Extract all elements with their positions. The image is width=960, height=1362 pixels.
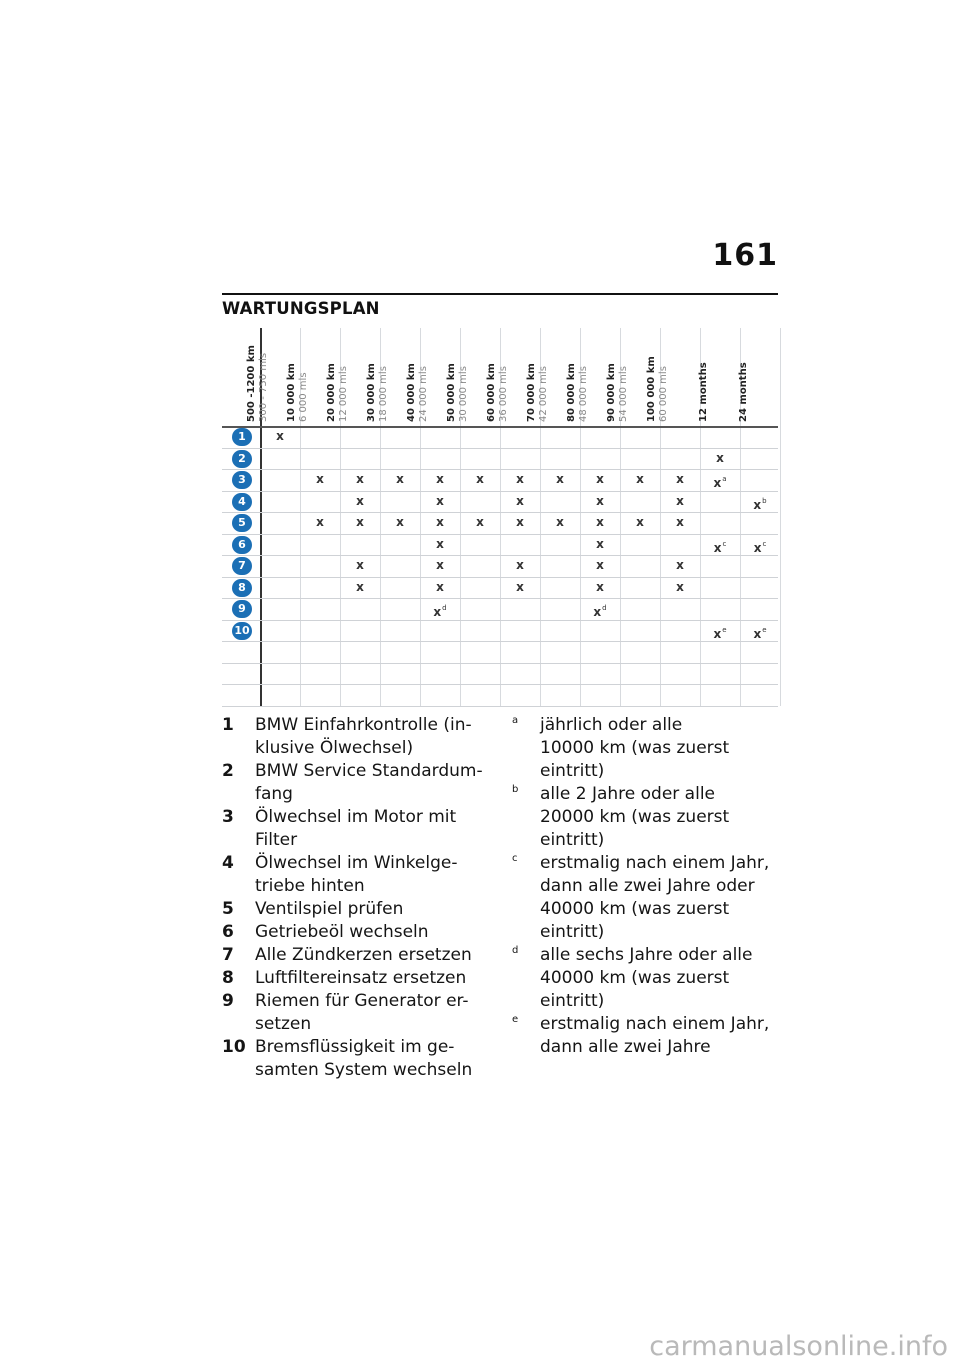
column-header-km: 24 months bbox=[738, 362, 749, 422]
schedule-mark: x bbox=[316, 515, 324, 529]
legend-number: 8 bbox=[222, 968, 234, 988]
schedule-mark-footnote: c bbox=[722, 539, 727, 548]
schedule-mark-footnote: a bbox=[722, 475, 727, 483]
schedule-mark-footnote: e bbox=[762, 625, 767, 634]
footnote-key: d bbox=[512, 945, 519, 956]
footnote-text: erstmalig nach einem Jahr, dann alle zwei Jahre oder 40000 km (was zuerst eintritt) bbox=[540, 853, 770, 942]
column-header-km: 20 000 km bbox=[326, 363, 337, 422]
legend-text: Getriebeöl wechseln bbox=[255, 922, 429, 942]
column-header-text bbox=[326, 363, 350, 422]
schedule-mark-footnote: e bbox=[722, 625, 727, 634]
schedule-mark: x bbox=[676, 558, 684, 572]
column-header-mls: 60 000 mls bbox=[658, 366, 669, 422]
legend-item bbox=[222, 714, 492, 760]
schedule-mark: x bbox=[396, 515, 404, 529]
schedule-mark: x bbox=[356, 493, 364, 508]
legend-text: Riemen für Generator er- setzen bbox=[255, 991, 469, 1034]
schedule-mark: x bbox=[596, 558, 604, 572]
schedule-mark: $x^e$ bbox=[753, 625, 767, 641]
schedule-mark: $x^a$ bbox=[713, 475, 727, 490]
column-header-text bbox=[526, 363, 550, 422]
column-header-mls: 48 000 mls bbox=[578, 366, 589, 422]
column-header-text bbox=[246, 345, 270, 422]
column-header-text bbox=[738, 362, 750, 422]
column-header-km: 10 000 km bbox=[286, 363, 297, 422]
row-number-badge: 1 bbox=[232, 428, 252, 446]
column-header-km: 70 000 km bbox=[526, 363, 537, 422]
legend-text: Ventilspiel prüfen bbox=[255, 899, 404, 919]
column-header-mls: 54 000 mls bbox=[618, 366, 629, 422]
schedule-mark: x bbox=[596, 579, 604, 594]
schedule-mark: x bbox=[436, 536, 444, 551]
footnote-key: e bbox=[512, 1014, 519, 1025]
column-header-mls: 6 000 mls bbox=[298, 372, 309, 422]
column-header-km: 500 -1200 km bbox=[246, 345, 257, 422]
schedule-mark: x bbox=[476, 515, 484, 529]
schedule-mark: x bbox=[596, 472, 604, 486]
row-number-badge: 8 bbox=[232, 579, 252, 597]
legend-text: Ölwechsel im Winkelge- triebe hinten bbox=[255, 853, 458, 896]
title-rule bbox=[222, 293, 778, 295]
legend-number: 3 bbox=[222, 807, 234, 827]
footnote-item bbox=[512, 714, 782, 783]
legend-number: 2 bbox=[222, 761, 234, 781]
footnote-text: jährlich oder alle 10000 km (was zuerst eintritt) bbox=[540, 715, 730, 781]
page-title: WARTUNGSPLAN bbox=[222, 299, 380, 318]
footnote-key: a bbox=[512, 715, 519, 726]
schedule-mark-footnote: c bbox=[762, 539, 767, 548]
legend-number: 10 bbox=[222, 1037, 246, 1057]
column-header-mls: 30 000 mls bbox=[458, 366, 469, 422]
column-header-mls: 12 000 mls bbox=[338, 366, 349, 422]
column-header-text bbox=[406, 363, 430, 422]
schedule-mark: $x^c$ bbox=[713, 539, 727, 555]
schedule-mark-footnote: b bbox=[762, 496, 767, 505]
footnote-item bbox=[512, 944, 782, 1013]
column-header-text bbox=[698, 362, 710, 422]
column-header-text bbox=[286, 363, 310, 422]
column-header-text bbox=[646, 356, 670, 422]
column-header-km: 100 000 km bbox=[646, 356, 657, 422]
legend-item bbox=[222, 852, 492, 898]
legend-text: BMW Einfahrkontrolle (in- klusive Ölwechsel) bbox=[255, 715, 472, 758]
row-number-badge: 6 bbox=[232, 536, 252, 554]
footnote-item bbox=[512, 852, 782, 944]
schedule-mark: x bbox=[356, 472, 364, 486]
schedule-mark: x bbox=[596, 536, 604, 551]
table-row-divider bbox=[222, 706, 778, 707]
table-row-divider bbox=[222, 684, 778, 685]
schedule-mark: x bbox=[436, 579, 444, 594]
schedule-mark: x bbox=[636, 515, 644, 529]
column-header-km: 50 000 km bbox=[446, 363, 457, 422]
column-header-text bbox=[606, 363, 630, 422]
legend-item bbox=[222, 967, 492, 990]
legend-item bbox=[222, 760, 492, 806]
table-header-rule bbox=[222, 426, 778, 428]
table-row-divider bbox=[222, 641, 778, 642]
table-row-divider bbox=[222, 663, 778, 664]
legend-number: 6 bbox=[222, 922, 234, 942]
schedule-mark-footnote: d bbox=[442, 604, 447, 612]
legend-text: Luftfiltereinsatz ersetzen bbox=[255, 968, 467, 988]
column-header-mls: 42 000 mls bbox=[538, 366, 549, 422]
schedule-mark: x bbox=[356, 558, 364, 572]
schedule-mark: x bbox=[516, 493, 524, 508]
legend-number: 1 bbox=[222, 715, 234, 735]
legend-text: BMW Service Standardum- fang bbox=[255, 761, 483, 804]
column-header-text bbox=[566, 363, 590, 422]
legend-text: Alle Zündkerzen ersetzen bbox=[255, 945, 472, 965]
footnote-key: c bbox=[512, 853, 518, 864]
footnote-text: alle sechs Jahre oder alle 40000 km (was zuerst eintritt) bbox=[540, 945, 753, 1011]
schedule-mark: x bbox=[476, 472, 484, 486]
legend-number: 9 bbox=[222, 991, 234, 1011]
table-row-divider bbox=[222, 534, 778, 535]
table-row-divider bbox=[222, 598, 778, 599]
legend-number: 5 bbox=[222, 899, 234, 919]
page-number: 161 bbox=[712, 238, 778, 273]
column-header-mls: 36 000 mls bbox=[498, 366, 509, 422]
column-header-text bbox=[446, 363, 470, 422]
column-header-km: 60 000 km bbox=[486, 363, 497, 422]
schedule-mark: x bbox=[436, 493, 444, 508]
legend-item bbox=[222, 944, 492, 967]
schedule-mark: x bbox=[556, 472, 564, 486]
footnote-item bbox=[512, 1013, 782, 1059]
legend-number: 7 bbox=[222, 945, 234, 965]
legend-list bbox=[222, 714, 492, 1082]
schedule-mark: x bbox=[596, 515, 604, 529]
schedule-mark: x bbox=[676, 472, 684, 486]
schedule-mark: x bbox=[636, 472, 644, 486]
row-number-badge: 4 bbox=[232, 493, 252, 511]
schedule-mark: x bbox=[436, 558, 444, 572]
column-header-km: 40 000 km bbox=[406, 363, 417, 422]
column-header-km: 80 000 km bbox=[566, 363, 577, 422]
schedule-mark: x bbox=[356, 579, 364, 594]
schedule-mark: x bbox=[676, 579, 684, 594]
legend-item bbox=[222, 898, 492, 921]
column-header-km: 30 000 km bbox=[366, 363, 377, 422]
legend-item bbox=[222, 1036, 492, 1082]
maintenance-table bbox=[222, 328, 778, 706]
schedule-mark: x bbox=[396, 472, 404, 486]
legend-number: 4 bbox=[222, 853, 234, 873]
legend-item bbox=[222, 806, 492, 852]
legend-item bbox=[222, 921, 492, 944]
schedule-mark: $x^d$ bbox=[433, 604, 447, 619]
column-header-km: 90 000 km bbox=[606, 363, 617, 422]
schedule-mark: x bbox=[316, 472, 324, 486]
schedule-mark: x bbox=[516, 579, 524, 594]
schedule-mark: $x^e$ bbox=[713, 625, 727, 641]
schedule-mark: $x^b$ bbox=[753, 496, 767, 512]
column-header-mls: 300 - 750 mls bbox=[258, 352, 269, 422]
legend-text: Bremsflüssigkeit im ge- samten System wechseln bbox=[255, 1037, 473, 1080]
row-number-badge: 7 bbox=[232, 557, 252, 575]
footnote-key: b bbox=[512, 784, 519, 795]
schedule-mark: x bbox=[436, 515, 444, 529]
column-header bbox=[738, 328, 784, 426]
schedule-mark: x bbox=[716, 450, 724, 465]
schedule-mark: x bbox=[556, 515, 564, 529]
table-row-divider bbox=[222, 448, 778, 449]
schedule-mark: x bbox=[356, 515, 364, 529]
watermark: carmanualsonline.info bbox=[649, 1331, 948, 1362]
legend-item bbox=[222, 990, 492, 1036]
schedule-mark: x bbox=[436, 472, 444, 486]
column-header-text bbox=[366, 363, 390, 422]
schedule-mark: x bbox=[676, 515, 684, 529]
schedule-mark: x bbox=[516, 515, 524, 529]
column-header-text bbox=[486, 363, 510, 422]
schedule-mark: x bbox=[516, 558, 524, 572]
footnote-text: erstmalig nach einem Jahr, dann alle zwei Jahre bbox=[540, 1014, 770, 1057]
row-number-badge: 9 bbox=[232, 600, 252, 618]
row-number-badge: 3 bbox=[232, 471, 252, 489]
schedule-mark-footnote: d bbox=[602, 604, 607, 612]
schedule-mark: $x^d$ bbox=[593, 604, 607, 619]
row-number-badge: 5 bbox=[232, 514, 252, 532]
footnote-item bbox=[512, 783, 782, 852]
schedule-mark: $x^c$ bbox=[753, 539, 767, 555]
footnote-list bbox=[512, 714, 782, 1059]
column-header-mls: 24 000 mls bbox=[418, 366, 429, 422]
schedule-mark: x bbox=[276, 429, 284, 443]
schedule-mark: x bbox=[676, 493, 684, 508]
column-header-mls: 18 000 mls bbox=[378, 366, 389, 422]
row-number-badge: 2 bbox=[232, 450, 252, 468]
table-row-divider bbox=[222, 620, 778, 621]
schedule-mark: x bbox=[596, 493, 604, 508]
row-number-badge: 10 bbox=[232, 622, 252, 640]
schedule-mark: x bbox=[516, 472, 524, 486]
legend-text: Ölwechsel im Motor mit Filter bbox=[255, 807, 457, 850]
column-header-km: 12 months bbox=[698, 362, 709, 422]
footnote-text: alle 2 Jahre oder alle 20000 km (was zuerst eintritt) bbox=[540, 784, 730, 850]
